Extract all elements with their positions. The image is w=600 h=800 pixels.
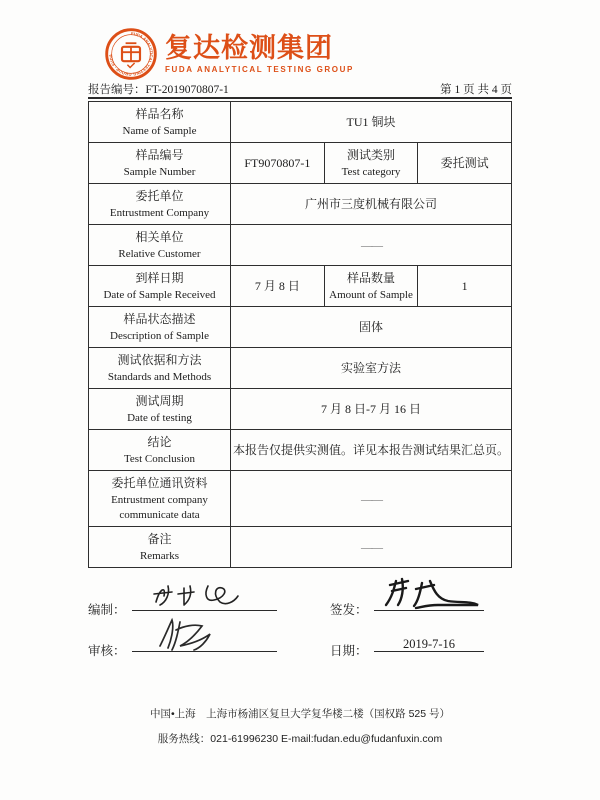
row-label-cn: 相关单位 [135, 230, 184, 245]
row-label-cn: 委托单位通讯资料 [111, 476, 208, 491]
entrustment-company-value: 广州市三度机械有限公司 [304, 197, 437, 211]
communicate-data-value: —— [361, 491, 381, 506]
svg-text:FUDA ANALYTICAL TESTING GROUP: FUDA ANALYTICAL TESTING GROUP · FUDA [108, 31, 154, 77]
footer-contact: 服务热线：021-61996230 E-mail:fudan.edu@fudanfuxin.com [157, 733, 443, 745]
row-label-en: Date of testing [127, 411, 192, 424]
row-label-cn: 测试依据和方法 [117, 353, 202, 368]
table-row [89, 307, 512, 348]
row-label-cn: 备注 [147, 532, 172, 547]
standards-methods-value: 实验室方法 [340, 361, 401, 375]
relative-customer-value: —— [361, 238, 381, 252]
table-row [89, 102, 512, 143]
table-row [89, 389, 512, 430]
report-number: 报告编号：FT-2019070807-1 [88, 84, 229, 96]
row-label2-cn: 测试类别 [346, 148, 395, 163]
row-label-cn: 到样日期 [135, 271, 184, 286]
row-label-en: Remarks [139, 549, 180, 562]
test-category-value: 委托测试 [440, 156, 489, 170]
row-label-en: Standards and Methods [107, 370, 212, 383]
remarks-value: —— [361, 540, 381, 554]
reviewed-by-label: 审核： [88, 644, 126, 658]
table-row [89, 143, 512, 184]
table-row [89, 184, 512, 225]
testing-period-value: 7 月 8 日-7 月 16 日 [321, 402, 421, 416]
table-row [89, 471, 512, 527]
table-row [89, 348, 512, 389]
row-label-cn: 样品编号 [135, 148, 184, 163]
row-label-en: Relative Customer [118, 247, 201, 260]
sample-name-value: TU1 铜块 [346, 115, 396, 129]
sample-description-value: 固体 [358, 320, 383, 334]
table-row [89, 266, 512, 307]
sample-info-table [88, 101, 512, 568]
brand-name-en: FUDA ANALYTICAL TESTING GROUP [165, 64, 354, 74]
prepared-by-signature [150, 580, 255, 610]
row-label-en: Entrustment company [111, 493, 208, 506]
table-row [89, 430, 512, 471]
date-label: 日期： [330, 644, 368, 658]
row-label-en: Description of Sample [110, 329, 209, 342]
row-label-en: Sample Number [123, 165, 196, 178]
row-label-cn: 结论 [147, 435, 172, 450]
row-label2-en: Test category [341, 165, 401, 178]
prepared-by-label: 编制： [88, 603, 126, 617]
row-label-cn: 样品状态描述 [123, 312, 196, 327]
table-row [89, 225, 512, 266]
brand-name-cn: 复达检测集团 [165, 32, 333, 63]
footer-address: 中国•上海 上海市杨浦区复旦大学复华楼二楼（国权路 525 号） [149, 708, 451, 720]
company-seal-icon [104, 27, 158, 81]
row-label-cn: 委托单位 [135, 189, 184, 204]
row-label-en: Test Conclusion [123, 452, 196, 465]
company-logo [104, 27, 354, 81]
sample-amount-value: 1 [461, 279, 468, 293]
issued-by-label: 签发： [330, 603, 368, 617]
header-rule [88, 97, 512, 99]
row-label2-cn: 样品数量 [346, 271, 395, 286]
row-label-en: Entrustment Company [109, 206, 210, 219]
page-indicator: 第 1 页 共 4 页 [440, 84, 512, 96]
row-label-cn: 测试周期 [135, 394, 184, 409]
report-meta [88, 81, 512, 97]
table-row [89, 527, 512, 568]
issued-by-signature [378, 575, 488, 611]
row-label-cn: 样品名称 [135, 107, 184, 122]
conclusion-value: 本报告仅提供实测值。详见本报告测试结果汇总页。 [233, 443, 510, 457]
issue-date-value: 2019-7-16 [402, 637, 456, 651]
row-label-en: Name of Sample [122, 124, 197, 137]
row-label2-en: Amount of Sample [329, 288, 413, 301]
date-received-value: 7 月 8 日 [254, 279, 300, 293]
sample-number-value: FT9070807-1 [244, 156, 311, 170]
row-label-en2: communicate data [119, 508, 200, 521]
row-label-en: Date of Sample Received [103, 288, 216, 301]
reviewed-by-signature [150, 616, 260, 654]
